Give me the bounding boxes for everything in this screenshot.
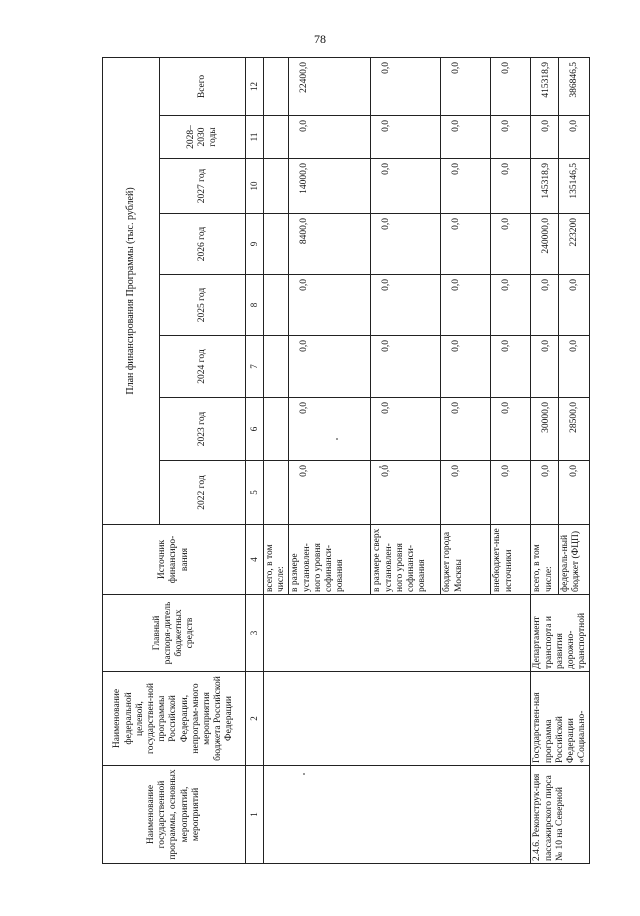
col-number: 10 — [246, 159, 264, 214]
value-cell: 0,0 — [371, 57, 441, 115]
value-cell — [264, 275, 289, 336]
value-cell: 135146,5 — [558, 159, 589, 214]
value-cell: 0,0 — [558, 461, 589, 525]
value-cell: 0,0 — [491, 275, 531, 336]
admin-name-cell: Департамент транспорта и развития дорожно-транспортной — [531, 595, 590, 672]
value-cell: 0,0 — [491, 57, 531, 115]
header-year: 2025 год — [160, 275, 246, 336]
rotated-table — [102, 58, 588, 864]
header-admin: Главный распоря-дитель бюджетных средств — [103, 595, 246, 672]
source-cell: бюджет города Москвы — [441, 525, 491, 595]
header-source: Источник финансиро-вания — [103, 525, 246, 595]
value-cell: 0,0 — [531, 116, 559, 159]
measure-name-cell — [264, 766, 531, 864]
value-cell: 0,0 — [371, 214, 441, 275]
value-cell: 0,0 — [441, 214, 491, 275]
value-cell: 386846,5 — [558, 57, 589, 115]
value-cell — [264, 336, 289, 398]
col-number: 12 — [246, 57, 264, 115]
value-cell: 0,0 — [289, 461, 371, 525]
col-number: 5 — [246, 461, 264, 525]
value-cell: 0,0 — [491, 398, 531, 461]
program-name-cell — [264, 672, 531, 766]
source-cell: федераль-ный бюджет (ФЦП) — [558, 525, 589, 595]
value-cell — [264, 57, 289, 115]
value-cell: 0,0 — [371, 275, 441, 336]
col-number: 2 — [246, 672, 264, 766]
value-cell — [264, 116, 289, 159]
header-program: Наименование федеральной целевой, государствен-ной программы Российской Федерации, непрограм-много мероприятия бюджета Российской Федерации — [103, 672, 246, 766]
value-cell: 0,0 — [289, 275, 371, 336]
value-cell: 0,0 — [558, 275, 589, 336]
value-cell: 0,0 — [441, 116, 491, 159]
value-cell: 0,0 — [289, 336, 371, 398]
value-cell: 0,0 — [491, 461, 531, 525]
col-number: 1 — [246, 766, 264, 864]
value-cell: 0,0 — [441, 275, 491, 336]
col-number: 7 — [246, 336, 264, 398]
value-cell: 22400,0 — [289, 57, 371, 115]
source-cell: в размере установлен-ного уровня софинанси-рования — [289, 525, 371, 595]
value-cell: 0,0 — [371, 461, 441, 525]
value-cell: 240000,0 — [531, 214, 559, 275]
header-year: 2028–2030 годы — [160, 116, 246, 159]
col-number: 6 — [246, 398, 264, 461]
value-cell: 0,0 — [371, 159, 441, 214]
source-cell: всего, в том числе: — [531, 525, 559, 595]
header-name: Наименование государственной программы, основных мероприятий, мероприятий — [103, 766, 246, 864]
header-year: 2023 год — [160, 398, 246, 461]
value-cell: 0,0 — [531, 461, 559, 525]
header-year: 2027 год — [160, 159, 246, 214]
value-cell: 0,0 — [441, 461, 491, 525]
value-cell: 0,0 — [441, 57, 491, 115]
page-number: 78 — [314, 32, 326, 46]
measure-name-cell: 2.4.6. Реконструк-ция пассажирского пирса № 10 на Северной — [531, 766, 590, 864]
col-number: 8 — [246, 275, 264, 336]
value-cell: 0,0 — [491, 116, 531, 159]
header-plan: План финансирования Программы (тыс. рублей) — [103, 57, 160, 524]
value-cell: 0,0 — [371, 336, 441, 398]
value-cell: 0,0 — [531, 336, 559, 398]
rotated-table-frame — [102, 58, 588, 864]
value-cell: 0,0 — [371, 116, 441, 159]
value-cell: 0,0 — [491, 159, 531, 214]
col-number: 4 — [246, 525, 264, 595]
header-year: 2026 год — [160, 214, 246, 275]
value-cell: 0,0 — [491, 214, 531, 275]
value-cell: 223200 — [558, 214, 589, 275]
value-cell: 0,0 — [289, 398, 371, 461]
source-cell: в размере сверх установлен-ного уровня софинанси-рования — [371, 525, 441, 595]
value-cell: 8400,0 — [289, 214, 371, 275]
col-number: 11 — [246, 116, 264, 159]
value-cell — [264, 159, 289, 214]
value-cell — [264, 461, 289, 525]
financing-table — [102, 57, 590, 864]
value-cell: 30000,0 — [531, 398, 559, 461]
value-cell: 0,0 — [491, 336, 531, 398]
header-year: 2024 год — [160, 336, 246, 398]
value-cell: 415318,9 — [531, 57, 559, 115]
admin-name-cell — [264, 595, 531, 672]
value-cell: 0,0 — [441, 159, 491, 214]
value-cell: 0,0 — [441, 398, 491, 461]
program-name-cell: Государствен-ная программа Российской Федерации «Социально- — [531, 672, 590, 766]
value-cell: 0,0 — [558, 116, 589, 159]
header-total: Всего — [160, 57, 246, 115]
value-cell — [264, 214, 289, 275]
value-cell: 0,0 — [289, 116, 371, 159]
value-cell: 0,0 — [558, 336, 589, 398]
header-year: 2022 год — [160, 461, 246, 525]
value-cell: 28500,0 — [558, 398, 589, 461]
col-number: 3 — [246, 595, 264, 672]
source-cell: всего, в том числе: — [264, 525, 289, 595]
col-number: 9 — [246, 214, 264, 275]
value-cell: 0,0 — [441, 336, 491, 398]
value-cell: 14000,0 — [289, 159, 371, 214]
source-cell: внебюджет-ные источники — [491, 525, 531, 595]
value-cell: 0,0 — [531, 275, 559, 336]
value-cell: 0,0 — [371, 398, 441, 461]
value-cell: 145318,9 — [531, 159, 559, 214]
value-cell — [264, 398, 289, 461]
